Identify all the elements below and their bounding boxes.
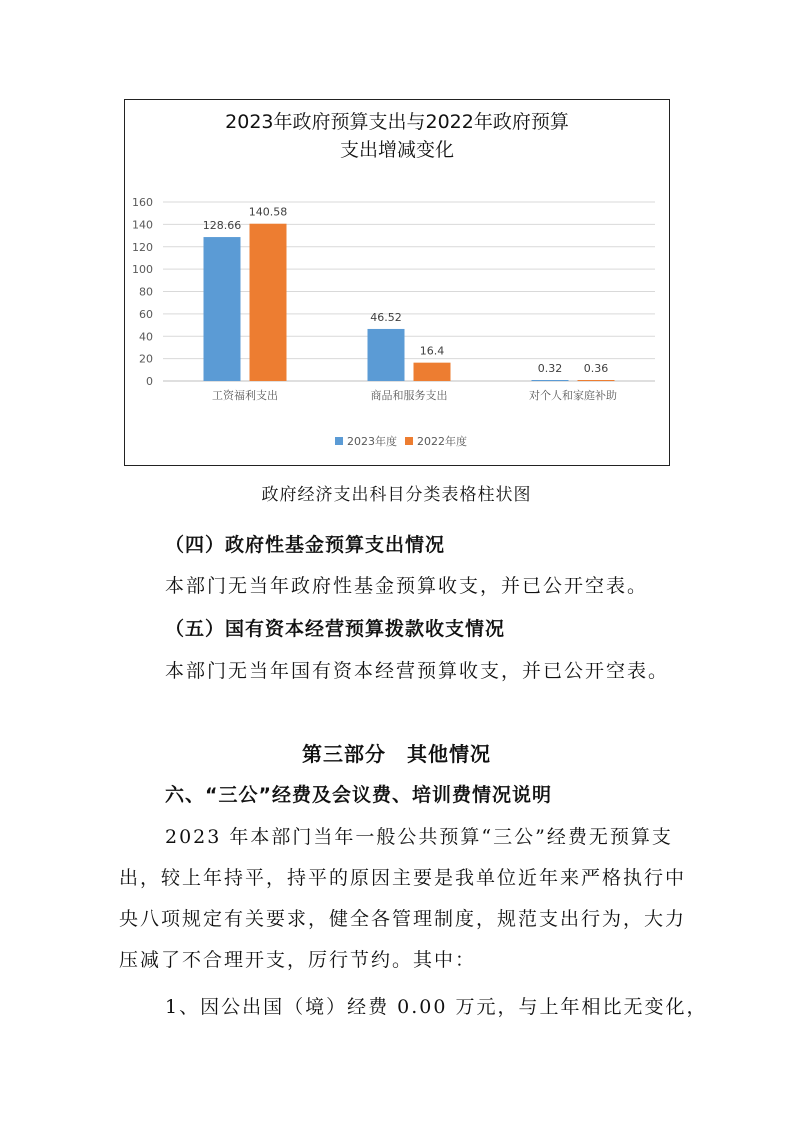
section6-heading: 六、“三公”经费及会议费、培训费情况说明 bbox=[165, 784, 552, 806]
x-tick-label: 对个人和家庭补助 bbox=[529, 389, 617, 402]
y-tick-label: 120 bbox=[132, 240, 153, 254]
data-label: 0.32 bbox=[537, 362, 563, 375]
part3-title: 第三部分 其他情况 bbox=[302, 742, 491, 766]
y-tick-label: 100 bbox=[132, 263, 153, 277]
chart-title-line2: 支出增减变化 bbox=[339, 139, 455, 161]
legend-label: 2022年度 bbox=[417, 435, 467, 448]
y-tick-label: 60 bbox=[139, 307, 153, 321]
data-label: 46.52 bbox=[370, 310, 402, 324]
para-line-4: 压减了不合理开支，厉行节约。其中： bbox=[119, 949, 477, 971]
legend-swatch bbox=[405, 437, 413, 445]
y-tick-label: 40 bbox=[139, 330, 153, 344]
chart-caption: 政府经济支出科目分类表格柱状图 bbox=[261, 485, 532, 505]
section4-heading: （四）政府性基金预算支出情况 bbox=[165, 534, 446, 556]
x-tick-label: 商品和服务支出 bbox=[370, 389, 448, 402]
chart-frame bbox=[124, 99, 670, 466]
data-label: 16.4 bbox=[419, 344, 445, 358]
section5-text: 本部门无当年国有资本经营预算收支，并已公开空表。 bbox=[165, 660, 670, 682]
y-tick-label: 160 bbox=[132, 196, 153, 209]
chart-title-line1: 2023年政府预算支出与2022年政府预算 bbox=[225, 111, 569, 133]
y-tick-label: 80 bbox=[139, 285, 153, 299]
x-tick-label: 工资福利支出 bbox=[212, 389, 278, 402]
para-line-3: 央八项规定有关要求，健全各管理制度，规范支出行为，大力 bbox=[119, 908, 687, 930]
item-1: 1、因公出国（境）经费 0.00 万元，与上年相比无变化， bbox=[165, 996, 708, 1018]
y-tick-label: 20 bbox=[139, 352, 153, 366]
para-line-1: 2023 年本部门当年一般公共预算“三公”经费无预算支 bbox=[165, 826, 673, 848]
data-label: 128.66 bbox=[202, 219, 242, 233]
data-label: 0.36 bbox=[583, 362, 609, 375]
y-tick-label: 0 bbox=[146, 375, 153, 388]
bar bbox=[204, 237, 241, 381]
data-label: 140.58 bbox=[248, 205, 288, 219]
section5-heading: （五）国有资本经营预算拨款收支情况 bbox=[165, 618, 506, 640]
para-line-2: 出，较上年持平，持平的原因主要是我单位近年来严格执行中 bbox=[119, 867, 687, 889]
bar bbox=[414, 363, 451, 381]
legend-label: 2023年度 bbox=[347, 435, 397, 448]
bar bbox=[250, 224, 287, 381]
bar bbox=[578, 380, 615, 381]
bar bbox=[532, 380, 569, 381]
y-tick-label: 140 bbox=[132, 218, 153, 232]
section4-text: 本部门无当年政府性基金预算收支，并已公开空表。 bbox=[165, 575, 649, 597]
bar bbox=[368, 329, 405, 381]
bar-chart bbox=[125, 100, 669, 465]
legend-swatch bbox=[335, 437, 343, 445]
